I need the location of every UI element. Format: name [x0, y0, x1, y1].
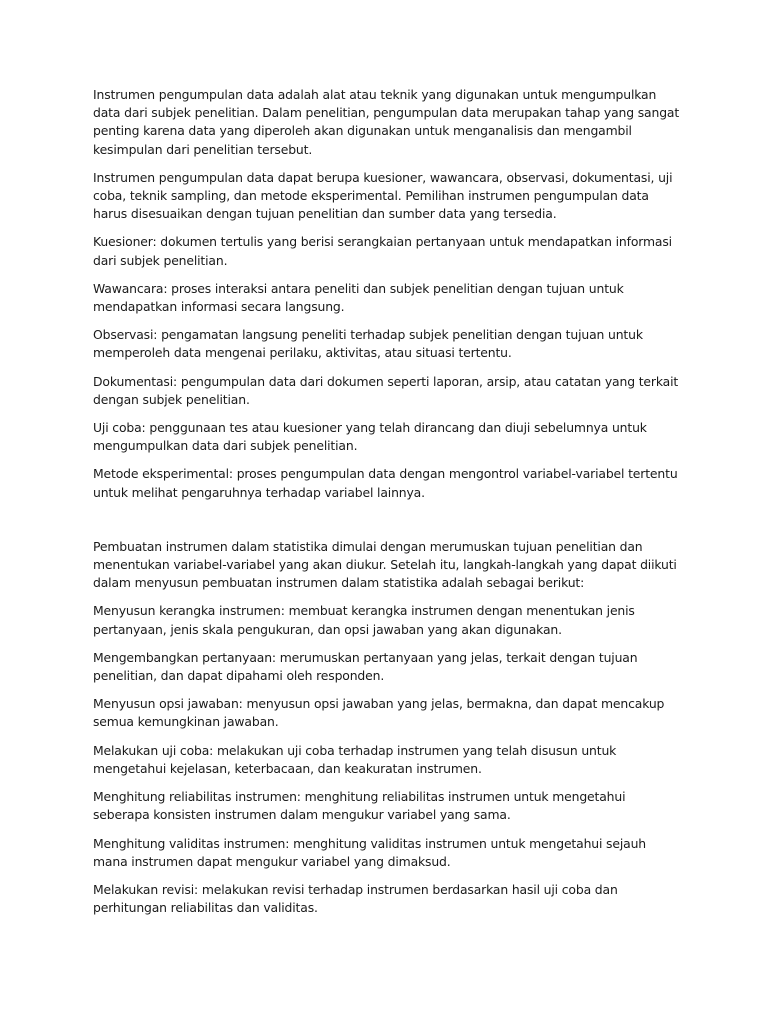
paragraph-observasi: Observasi: pengamatan langsung peneliti terhadap subjek penelitian dengan tujuan untuk memperoleh data mengenai perilaku, aktivitas, atau situasi tertentu.	[93, 327, 643, 361]
paragraph-instrument-types: Instrumen pengumpulan data dapat berupa kuesioner, wawancara, observasi, dokumentasi, uji coba, teknik sampling, dan metode eksperimental. Pemilihan instrumen pengumpulan data harus disesuaikan dengan tujuan penelitian dan sumber data yang tersedia.	[93, 169, 673, 222]
paragraph-pertanyaan: Mengembangkan pertanyaan: merumuskan pertanyaan yang jelas, terkait dengan tujuan penelitian, dan dapat dipahami oleh responden.	[93, 649, 638, 684]
paragraph-construction-intro: Pembuatan instrumen dalam statistika dimulai dengan merumuskan tujuan penelitian dan menentukan variabel-variabel yang akan diukur. Setelah itu, langkah-langkah yang dapat diikuti dalam menyusun pembuatan instrumen dalam statistika adalah sebagai berikut:	[93, 538, 677, 591]
paragraph-kuesioner: Kuesioner: dokumen tertulis yang berisi serangkaian pertanyaan untuk mendapatkan informasi dari subjek penelitian.	[93, 234, 672, 268]
section-data-collection-instruments	[93, 86, 682, 502]
paragraph-metode-eksperimental: Metode eksperimental: proses pengumpulan data dengan mengontrol variabel-variabel tertentu untuk melihat pengaruhnya terhadap variabel lainnya.	[93, 466, 678, 500]
paragraph-intro: Instrumen pengumpulan data adalah alat atau teknik yang digunakan untuk mengumpulkan data dari subjek penelitian. Dalam penelitian, pengumpulan data merupakan tahap yang sangat penting karena data yang diperoleh akan digunakan untuk menganalisis dan mengambil kesimpulan dari penelitian tersebut.	[93, 87, 680, 157]
paragraph-dokumentasi: Dokumentasi: pengumpulan data dari dokumen seperti laporan, arsip, atau catatan yang terkait dengan subjek penelitian.	[93, 373, 679, 407]
paragraph-opsi-jawaban: Menyusun opsi jawaban: menyusun opsi jawaban yang jelas, bermakna, dan dapat mencakup semua kemungkinan jawaban.	[93, 696, 665, 730]
paragraph-uji-coba-step: Melakukan uji coba: melakukan uji coba terhadap instrumen yang telah disusun untuk mengetahui kejelasan, keterbacaan, dan keakuratan instrumen.	[93, 742, 617, 776]
paragraph-kerangka: Menyusun kerangka instrumen: membuat kerangka instrumen dengan menentukan jenis pertanyaan, jenis skala pengukuran, dan opsi jawaban yang akan digunakan.	[93, 603, 635, 637]
section-spacer	[93, 512, 682, 538]
paragraph-uji-coba: Uji coba: penggunaan tes atau kuesioner yang telah dirancang dan diuji sebelumnya untuk mengumpulkan data dari subjek penelitian.	[93, 420, 647, 454]
section-instrument-construction	[93, 538, 682, 917]
paragraph-wawancara: Wawancara: proses interaksi antara peneliti dan subjek penelitian dengan tujuan untuk mendapatkan informasi secara langsung.	[93, 280, 624, 315]
paragraph-revisi: Melakukan revisi: melakukan revisi terhadap instrumen berdasarkan hasil uji coba dan perhitungan reliabilitas dan validitas.	[93, 881, 618, 916]
paragraph-validitas: Menghitung validitas instrumen: menghitung validitas instrumen untuk mengetahui sejauh mana instrumen dapat mengukur variabel yang dimaksud.	[93, 835, 646, 869]
paragraph-reliabilitas: Menghitung reliabilitas instrumen: menghitung reliabilitas instrumen untuk mengetahui seberapa konsisten instrumen dalam mengukur variabel yang sama.	[93, 789, 626, 823]
